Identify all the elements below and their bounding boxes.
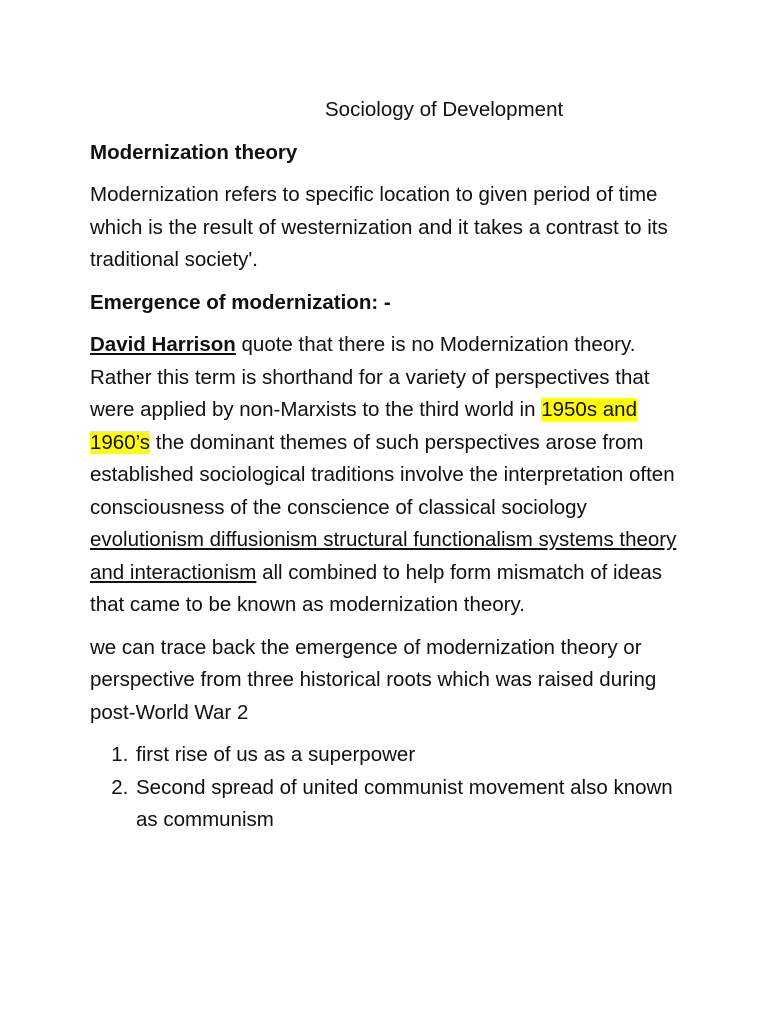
- heading-emergence: Emergence of modernization: -: [90, 290, 391, 314]
- heading-modernization-theory: Modernization theory: [90, 140, 298, 164]
- paragraph-historical-roots: we can trace back the emergence of modernization theory or perspective from three historical roots which was raised during post-World War 2: [90, 635, 657, 724]
- paragraph-text-a: quote that there is no Modernization theory. Rather this term is shorthand for a variety of perspectives that were applied by non-Marxists to the third world in: [90, 333, 650, 421]
- paragraph-harrison: [90, 329, 690, 622]
- list-item: 2. Second spread of united communist movement also known as communism: [134, 772, 690, 837]
- author-name: David Harrison: [90, 333, 236, 356]
- paragraph-text-c: all combined to help form mismatch of ideas that came to be known as modernization theory.: [90, 560, 663, 616]
- document-title: Sociology of Development: [325, 98, 564, 121]
- underlined-traditions: evolutionism diffusionism structural functionalism systems theory and interactionism: [90, 528, 677, 584]
- roots-list: [90, 739, 690, 837]
- paragraph-definition: Modernization refers to specific location to given period of time which is the result of westernization and it takes a contrast to its traditional society'.: [90, 183, 668, 271]
- highlighted-years: 1950s and 1960’s: [90, 398, 637, 454]
- document-body: [90, 94, 690, 837]
- paragraph-text-b: the dominant themes of such perspectives arose from established sociological traditions involve the interpretation often consciousness of the conscience of classical sociology: [90, 430, 675, 519]
- list-item: 1. first rise of us as a superpower: [134, 739, 690, 772]
